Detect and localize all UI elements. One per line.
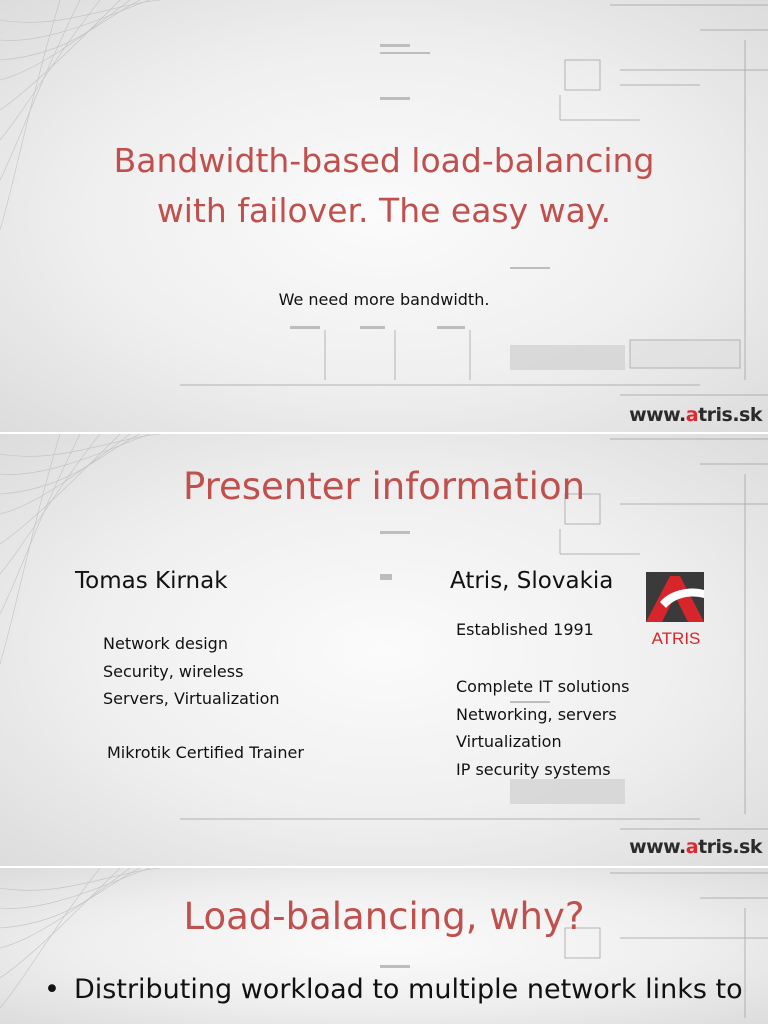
bullet-symbol: • bbox=[44, 974, 60, 1005]
bullet-text: Distributing workload to multiple network links to bbox=[74, 974, 743, 1005]
url-suffix: tris.sk bbox=[698, 836, 762, 858]
slide-2-title: Presenter information bbox=[182, 465, 586, 508]
slide-1-subtitle: We need more bandwidth. bbox=[278, 290, 490, 309]
company-name: Atris, Slovakia bbox=[450, 568, 614, 594]
presenter-name: Tomas Kirnak bbox=[75, 568, 228, 594]
list-item: Networking, servers bbox=[456, 704, 617, 724]
slide-1 bbox=[0, 0, 768, 432]
title-line-1: Bandwidth-based load-balancing bbox=[113, 141, 655, 180]
presenter-certification: Mikrotik Certified Trainer bbox=[107, 743, 304, 762]
url-suffix: tris.sk bbox=[698, 404, 762, 426]
title-line-2: with failover. The easy way. bbox=[156, 191, 612, 230]
website-url bbox=[629, 836, 762, 858]
list-item: Complete IT solutions bbox=[456, 677, 630, 696]
list-item: Security, wireless bbox=[103, 661, 244, 681]
slide-3-title: Load-balancing, why? bbox=[183, 895, 585, 938]
list-item: Servers, Virtualization bbox=[103, 689, 280, 708]
url-prefix: www. bbox=[629, 836, 686, 858]
list-item: Virtualization bbox=[456, 732, 562, 751]
company-established: Established 1991 bbox=[456, 620, 594, 639]
list-item: Network design bbox=[103, 634, 228, 653]
bullet-item bbox=[44, 973, 744, 1007]
url-prefix: www. bbox=[629, 404, 686, 426]
atris-logo-icon bbox=[640, 572, 712, 650]
logo-text: ATRIS bbox=[651, 629, 701, 648]
url-accent: a bbox=[685, 836, 699, 858]
url-accent: a bbox=[685, 404, 699, 426]
presenter-skills-list bbox=[103, 630, 280, 713]
company-services-list bbox=[456, 673, 629, 783]
website-url bbox=[629, 404, 762, 426]
list-item: IP security systems bbox=[456, 759, 611, 779]
slide-1-title bbox=[0, 136, 768, 236]
